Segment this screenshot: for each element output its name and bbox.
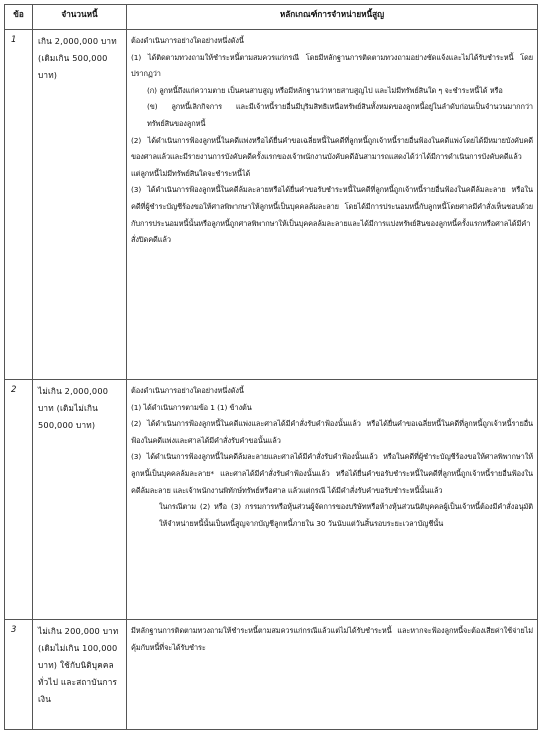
debt-writeoff-table bbox=[4, 4, 538, 730]
criteria-cell bbox=[127, 620, 538, 730]
table-row bbox=[5, 620, 538, 730]
criteria-intro: ต้องดำเนินการอย่างใดอย่างหนึ่งดังนี้ bbox=[131, 36, 244, 45]
criteria-subitem: (ก) ลูกหนี้ถึงแก่ความตาย เป็นคนสาบสูญ หรือมีหลักฐานว่าหายสาบสูญไป และไม่มีทรัพย์สินใด ๆ จะชำระหนี้ได้ หรือ bbox=[147, 85, 503, 95]
table-row bbox=[5, 380, 538, 620]
criteria-item: (2) ได้ดำเนินการฟ้องลูกหนี้ในคดีแพ่งหรือได้ยื่นคำขอเฉลี่ยหนี้ในคดีที่ลูกหนี้ถูกเจ้าหนี้รายอื่นฟ้องในคดีแพ่งโดยได้มีหมายบังคับคดีของศาลแล้วและมีรายงานการบังคับคดีครั้งแรกของเจ้าพนักงานบังคับคดีอันสามารถแสดงได้ว่าได้มีการดำเนินการบังคับคดีแล้ว แต่ลูกหนี้ไม่มีทรัพย์สินใดจะชำระหนี้ได้ bbox=[131, 135, 533, 178]
header-amount: จำนวนหนี้ bbox=[33, 5, 127, 30]
criteria-cell bbox=[127, 380, 538, 620]
criteria-cell bbox=[127, 30, 538, 380]
header-criteria: หลักเกณฑ์การจำหน่ายหนี้สูญ bbox=[127, 5, 538, 30]
criteria-note: ในกรณีตาม (2) หรือ (3) กรรมการหรือหุ้นส่วนผู้จัดการของบริษัทหรือห้างหุ้นส่วนนิติบุคคลผู้เป็นเจ้าหนี้ต้องมีคำสั่งอนุมัติให้จำหน่ายหนี้นั้นเป็นหนี้สูญจากบัญชีลูกหนี้ภายใน 30 วันนับแต่วันสิ้นรอบระยะเวลาบัญชีนั้น bbox=[159, 502, 533, 528]
criteria-item: (1) ได้ดำเนินการตามข้อ 1 (1) ข้างต้น bbox=[131, 402, 252, 412]
criteria-item: มีหลักฐานการติดตามทวงถามให้ชำระหนี้ตามสมควรแก่กรณีแล้วแต่ไม่ได้รับชำระหนี้ และหากจะฟ้องลูกหนี้จะต้องเสียค่าใช้จ่ายไม่คุ้มกับหนี้ที่จะได้รับชำระ bbox=[131, 626, 533, 652]
criteria-item: (2) ได้ดำเนินการฟ้องลูกหนี้ในคดีแพ่งและศาลได้มีคำสั่งรับคำฟ้องนั้นแล้ว หรือได้ยื่นคำขอเฉลี่ยหนี้ในคดีที่ลูกหนี้ถูกเจ้าหนี้รายอื่นฟ้องในคดีแพ่งและศาลได้มีคำสั่งรับคำขอนั้นแล้ว bbox=[131, 419, 533, 445]
criteria-subitem: (ข) ลูกหนี้เลิกกิจการ และมีเจ้าหนี้รายอื่นมีบุริมสิทธิเหนือทรัพย์สินทั้งหมดของลูกหนี้อยู่ในลำดับก่อนเป็นจำนวนมากกว่าทรัพย์สินของลูกหนี้ bbox=[147, 102, 533, 128]
criteria-intro: ต้องดำเนินการอย่างใดอย่างหนึ่งดังนี้ bbox=[131, 386, 244, 395]
debt-amount: ไม่เกิน 2,000,000 บาท (เดิมไม่เกิน 500,000 บาท) bbox=[33, 380, 127, 620]
table-row bbox=[5, 30, 538, 380]
debt-amount: ไม่เกิน 200,000 บาท (เดิมไม่เกิน 100,000 บาท) ใช้กับนิติบุคคลทั่วไป และสถาบันการเงิน bbox=[33, 620, 127, 730]
criteria-item: (1) ได้ติดตามทวงถามให้ชำระหนี้ตามสมควรแก่กรณี โดยมีหลักฐานการติดตามทวงถามอย่างชัดแจ้งและไม่ได้รับชำระหนี้ โดยปรากฏว่า bbox=[131, 52, 533, 79]
row-number: 1 bbox=[5, 30, 33, 380]
criteria-item: (3) ได้ดำเนินการฟ้องลูกหนี้ในคดีล้มละลายหรือได้ยื่นคำขอรับชำระหนี้ในคดีที่ลูกหนี้ถูกเจ้าหนี้รายอื่นฟ้องในคดีล้มละลาย หรือในคดีที่ผู้ชำระบัญชีร้องขอให้ศาลพิพากษาให้ลูกหนี้เป็นบุคคลล้มละลาย โดยได้มีการประนอมหนี้กับลูกหนี้โดยศาลมีคำสั่งเห็นชอบด้วยกับการประนอมหนี้นั้นหรือลูกหนี้ถูกศาลพิพากษาให้เป็นบุคคลล้มละลายและได้มีการแบ่งทรัพย์สินของลูกหนี้ครั้งแรกหรือศาลได้มีคำสั่งปิดคดีแล้ว bbox=[131, 185, 533, 245]
row-number: 2 bbox=[5, 380, 33, 620]
row-number: 3 bbox=[5, 620, 33, 730]
debt-amount: เกิน 2,000,000 บาท (เดิมเกิน 500,000 บาท) bbox=[33, 30, 127, 380]
criteria-item: (3) ได้ดำเนินการฟ้องลูกหนี้ในคดีล้มละลายและศาลได้มีคำสั่งรับคำฟ้องนั้นแล้ว หรือในคดีที่ผู้ชำระบัญชีร้องขอให้ศาลพิพากษาให้ลูกหนี้เป็นบุคคลล้มละลาย* และศาลได้มีคำสั่งรับคำฟ้องนั้นแล้ว หรือได้ยื่นคำขอรับชำระหนี้ในคดีที่ลูกหนี้ถูกเจ้าหนี้รายอื่นฟ้องในคดีล้มละลาย และเจ้าพนักงานพิทักษ์ทรัพย์หรือศาล แล้วแต่กรณี ได้มีคำสั่งรับคำขอรับชำระหนี้นั้นแล้ว bbox=[131, 452, 533, 495]
table-header-row bbox=[5, 5, 538, 30]
header-no: ข้อ bbox=[5, 5, 33, 30]
